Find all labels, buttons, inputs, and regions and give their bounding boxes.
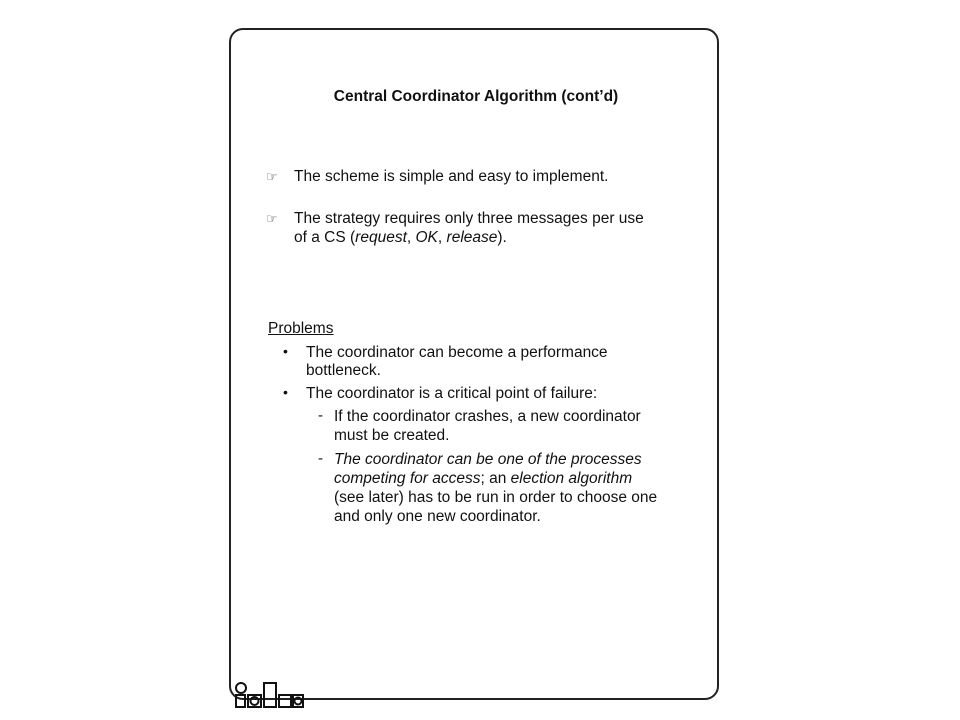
point-2-line-2: of a CS (request, OK, release). bbox=[294, 229, 507, 246]
pointing-hand-icon: ☞ bbox=[266, 169, 278, 184]
point-1: The scheme is simple and easy to implement. bbox=[294, 168, 609, 185]
pointing-hand-icon: ☞ bbox=[266, 211, 278, 226]
sub-1-line-1: If the coordinator crashes, a new coordinator bbox=[334, 408, 641, 425]
sub-2-line-3: (see later) has to be run in order to choose one bbox=[334, 489, 658, 506]
problem-2: The coordinator is a critical point of failure: bbox=[306, 385, 598, 402]
dash-marker: - bbox=[318, 450, 323, 467]
bullet-icon: • bbox=[283, 384, 288, 400]
bullet-icon: • bbox=[283, 343, 288, 359]
slide-title: Central Coordinator Algorithm (cont’d) bbox=[333, 88, 619, 105]
sub-1-line-2: must be created. bbox=[334, 427, 450, 444]
slide-frame bbox=[229, 28, 719, 700]
sub-2-line-2: competing for access; an election algorithm bbox=[334, 470, 633, 487]
logo-icon bbox=[234, 680, 304, 708]
problems-heading: Problems bbox=[268, 320, 334, 337]
dash-marker: - bbox=[318, 407, 323, 424]
sub-2-line-1: The coordinator can be one of the processes bbox=[334, 451, 642, 468]
problem-1-line-1: The coordinator can become a performance bbox=[306, 344, 608, 361]
point-2-line-1: The strategy requires only three messages per use bbox=[294, 210, 644, 227]
sub-2-line-4: and only one new coordinator. bbox=[334, 508, 541, 525]
problem-1-line-2: bottleneck. bbox=[306, 362, 381, 379]
